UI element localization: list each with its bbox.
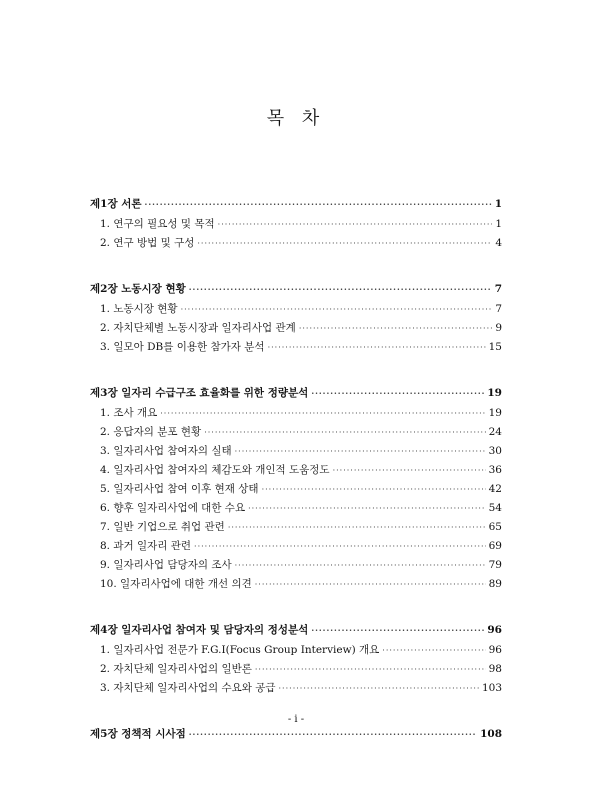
dot-leader <box>235 556 486 575</box>
dot-leader <box>311 383 484 404</box>
section-entry-page-number: 7 <box>495 303 502 315</box>
chapter-entry-page-number: 19 <box>487 387 502 399</box>
chapter-block <box>90 194 502 253</box>
section-entry-label: 1. 조사 개요 <box>100 407 158 419</box>
dot-leader <box>255 575 486 594</box>
section-entry-page-number: 103 <box>481 682 502 694</box>
section-entry[interactable] <box>90 480 502 499</box>
dot-leader <box>194 537 486 556</box>
section-entry[interactable] <box>90 319 502 338</box>
section-entry-page-number: 65 <box>488 521 502 533</box>
dot-leader <box>333 461 486 480</box>
section-entry[interactable] <box>90 641 502 660</box>
section-entry[interactable] <box>90 537 502 556</box>
section-entry[interactable] <box>90 556 502 575</box>
chapter-block <box>90 620 502 698</box>
section-entry[interactable] <box>90 461 502 480</box>
dot-leader <box>145 194 492 215</box>
chapter-entry-page-number: 96 <box>487 624 502 636</box>
section-entry-label: 6. 향후 일자리사업에 대한 수요 <box>100 502 246 514</box>
chapter-block <box>90 724 502 745</box>
section-entry[interactable] <box>90 404 502 423</box>
section-entry-page-number: 42 <box>488 483 502 495</box>
section-entry-page-number: 69 <box>488 540 502 552</box>
dot-leader <box>181 300 493 319</box>
section-entry[interactable] <box>90 679 502 698</box>
chapter-entry[interactable] <box>90 279 502 300</box>
chapter-entry[interactable] <box>90 383 502 404</box>
dot-leader <box>235 442 486 461</box>
section-entry-label: 8. 과거 일자리 관련 <box>100 540 192 552</box>
dot-leader <box>204 423 485 442</box>
section-entry-page-number: 19 <box>488 407 502 419</box>
section-entry[interactable] <box>90 442 502 461</box>
dot-leader <box>311 620 484 641</box>
section-entry-page-number: 96 <box>488 644 502 656</box>
section-entry-label: 2. 응답자의 분포 현황 <box>100 426 202 438</box>
section-entry-label: 3. 자치단체 일자리사업의 수요와 공급 <box>100 682 276 694</box>
section-entry-page-number: 36 <box>488 464 502 476</box>
dot-leader <box>189 279 492 300</box>
section-entry[interactable] <box>90 215 502 234</box>
page-number-footer: - i - <box>287 714 305 725</box>
section-entry-label: 2. 연구 방법 및 구성 <box>100 237 195 249</box>
section-entry-label: 7. 일반 기업으로 취업 관련 <box>100 521 225 533</box>
chapter-entry-page-number: 7 <box>494 283 502 295</box>
dot-leader <box>268 338 486 357</box>
dot-leader <box>262 480 486 499</box>
section-entry-label: 3. 일자리사업 참여자의 실태 <box>100 445 232 457</box>
page-title: 목 차 <box>266 108 326 129</box>
section-entry[interactable] <box>90 575 502 594</box>
section-entry[interactable] <box>90 499 502 518</box>
dot-leader <box>228 518 486 537</box>
chapter-entry-label: 제3장 일자리 수급구조 효율화를 위한 정량분석 <box>90 387 309 399</box>
section-entry-label: 1. 노동시장 현황 <box>100 303 178 315</box>
section-entry-page-number: 1 <box>495 218 502 230</box>
section-entry[interactable] <box>90 518 502 537</box>
chapter-entry[interactable] <box>90 724 502 745</box>
section-entry[interactable] <box>90 234 502 253</box>
section-entry-label: 3. 일모아 DB를 이용한 참가자 분석 <box>100 341 265 353</box>
chapter-entry-label: 제2장 노동시장 현황 <box>90 283 186 295</box>
dot-leader <box>160 404 485 423</box>
dot-leader <box>197 234 492 253</box>
section-entry-page-number: 54 <box>488 502 502 514</box>
section-entry-label: 5. 일자리사업 참여 이후 현재 상태 <box>100 483 259 495</box>
dot-leader <box>218 215 493 234</box>
section-entry-page-number: 79 <box>488 559 502 571</box>
section-entry-label: 1. 연구의 필요성 및 목적 <box>100 218 215 230</box>
section-entry-page-number: 89 <box>488 578 502 590</box>
section-entry-label: 9. 일자리사업 담당자의 조사 <box>100 559 232 571</box>
section-entry-label: 10. 일자리사업에 대한 개선 의견 <box>100 578 252 590</box>
section-entry-page-number: 4 <box>495 237 502 249</box>
dot-leader <box>382 641 485 660</box>
section-entry-label: 2. 자치단체별 노동시장과 일자리사업 관계 <box>100 322 296 334</box>
chapter-block <box>90 383 502 594</box>
section-entry[interactable] <box>90 660 502 679</box>
dot-leader <box>189 724 477 745</box>
section-entry-label: 2. 자치단체 일자리사업의 일반론 <box>100 663 252 675</box>
section-entry-label: 1. 일자리사업 전문가 F.G.I(Focus Group Interview) 개요 <box>100 644 380 656</box>
dot-leader <box>248 499 486 518</box>
chapter-block <box>90 279 502 357</box>
chapter-entry-page-number: 1 <box>494 198 502 210</box>
chapter-entry-page-number: 108 <box>480 728 502 740</box>
chapter-entry-label: 제5장 정책적 시사점 <box>90 728 186 740</box>
dot-leader <box>255 660 486 679</box>
dot-leader <box>279 679 479 698</box>
section-entry-page-number: 30 <box>488 445 502 457</box>
chapter-entry-label: 제1장 서론 <box>90 198 142 210</box>
section-entry[interactable] <box>90 338 502 357</box>
table-of-contents <box>90 194 502 771</box>
section-entry-page-number: 24 <box>488 426 502 438</box>
section-entry[interactable] <box>90 423 502 442</box>
section-entry-page-number: 98 <box>488 663 502 675</box>
section-entry-page-number: 9 <box>495 322 502 334</box>
chapter-entry-label: 제4장 일자리사업 참여자 및 담당자의 정성분석 <box>90 624 309 636</box>
section-entry-label: 4. 일자리사업 참여자의 체감도와 개인적 도움정도 <box>100 464 330 476</box>
chapter-entry[interactable] <box>90 194 502 215</box>
section-entry[interactable] <box>90 300 502 319</box>
section-entry-page-number: 15 <box>488 341 502 353</box>
chapter-entry[interactable] <box>90 620 502 641</box>
dot-leader <box>299 319 493 338</box>
